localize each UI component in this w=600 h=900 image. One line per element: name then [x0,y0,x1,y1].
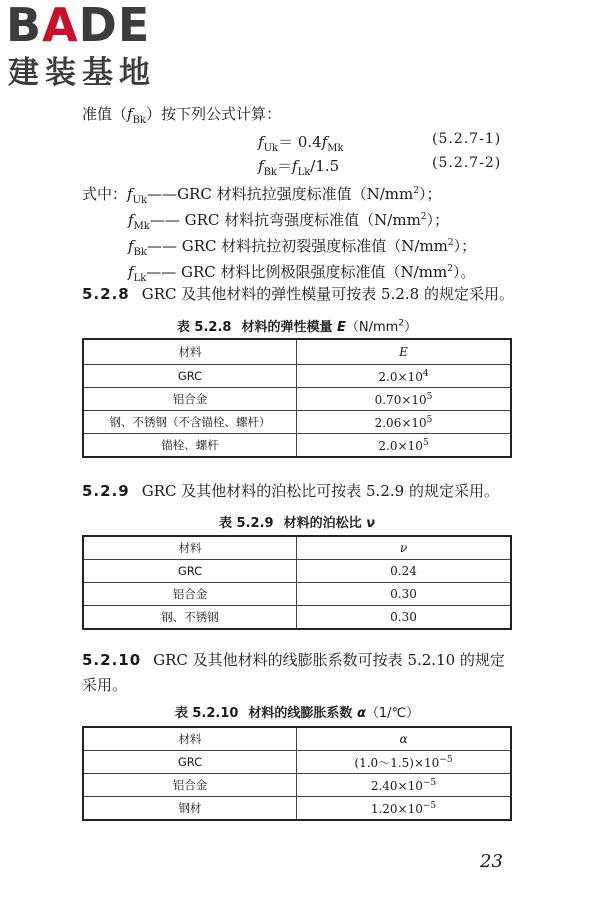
table-caption: 表 5.2.10 材料的线膨胀系数 α（1/℃） [174,706,420,721]
material-cell: 钢、不锈钢（不含锚栓、螺杆） [83,411,297,434]
material-cell: GRC [83,365,297,388]
value-cell: $2.40\times 10^{-5}$ [297,774,512,797]
value-cell: $2.0\times 10^4$ [297,365,512,388]
table-header-row [83,727,511,751]
table-header-row [83,536,511,560]
table-row [83,751,511,774]
header-cell: E [297,339,512,365]
table-row [83,411,511,434]
value-cell: $(1.0\sim 1.5)\times 10^{-5}$ [297,751,512,774]
value-cell: 0.30 [297,606,512,630]
material-cell: 铝合金 [83,774,297,797]
where-item: $f_{Bk}——$ GRC 材料抗拉初裂强度标准值$(N/mm^2)$； [128,237,477,258]
page-number: 23 [480,851,503,872]
table-row [83,606,511,630]
where-item: 式中：$f_{Uk}——GRC$ 材料抗拉强度标准值$(N/mm^2)$； [82,185,442,206]
table-row [83,434,511,458]
elastic-modulus-table [82,338,512,458]
material-cell: 钢材 [83,797,297,821]
table-row [83,388,511,411]
material-cell: 铝合金 [83,388,297,411]
material-cell: 钢、不锈钢 [83,606,297,630]
formula-2-number: (5.2.7-2) [432,155,502,171]
where-item: $f_{Lk}——$ GRC 材料比例极限强度标准值$(N/mm^2)$。 [128,263,476,284]
poisson-ratio-table [82,535,512,630]
table-row [83,365,511,388]
header-cell: α [297,727,512,751]
value-cell: 0.24 [297,560,512,583]
table-caption: 表 5.2.8 材料的弹性模量 $E(N/mm^2)$ [176,318,418,335]
intro-line: 准值$(f_{Bk})$按下列公式计算： [82,105,282,126]
formula-1: $f_{Uk}= 0.4f_{Mk}$ [258,133,344,154]
value-cell: $2.0\times 10^5$ [297,434,512,458]
material-cell: 铝合金 [83,583,297,606]
section-5-2-9: 5.2.9 GRC 及其他材料的泊松比可按表 5.2.9 的规定采用。 [82,482,499,500]
table-row [83,797,511,821]
header-cell: ν [297,536,512,560]
where-item: $f_{Mk}——$ GRC 材料抗弯强度标准值$(N/mm^2)$； [128,211,450,232]
value-cell: $2.06\times 10^5$ [297,411,512,434]
thermal-expansion-table [82,726,512,821]
table-header-row [83,339,511,365]
header-cell: 材料 [83,727,297,751]
section-5-2-8: 5.2.8 GRC 及其他材料的弹性模量可按表 5.2.8 的规定采用。 [82,285,514,303]
formula-1-number: (5.2.7-1) [432,131,502,147]
value-cell: $0.70\times 10^5$ [297,388,512,411]
table-row [83,583,511,606]
table-row [83,560,511,583]
value-cell: 0.30 [297,583,512,606]
section-5-2-10-continued: 采用。 [82,676,128,694]
material-cell: GRC [83,560,297,583]
formula-2: $f_{Bk}=f_{Lk}/1.5$ [258,157,340,178]
section-5-2-10: 5.2.10 GRC 及其他材料的线膨胀系数可按表 5.2.10 的规定 [82,651,505,669]
table-row [83,774,511,797]
brand-logo: BADE [6,0,151,52]
header-cell: 材料 [83,339,297,365]
header-cell: 材料 [83,536,297,560]
material-cell: GRC [83,751,297,774]
material-cell: 锚栓、螺杆 [83,434,297,458]
table-caption: 表 5.2.9 材料的泊松比 ν [219,516,375,531]
brand-subtitle: 建装基地 [8,55,156,91]
value-cell: $1.20\times 10^{-5}$ [297,797,512,821]
